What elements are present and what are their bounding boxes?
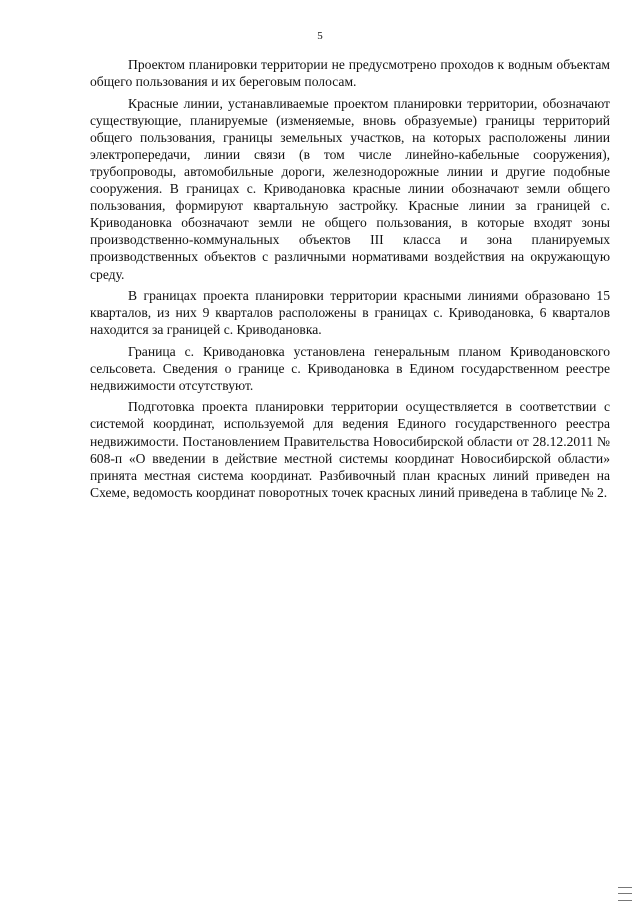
paragraph-red-lines: Красные линии, устанавливаемые проектом планировки территории, обозначают существующие, планируемые (изменяемые, вновь образуемые) границы территорий общего пользования, границы земельных участков, на которых расположены линии электропередачи, линии связи (в том числе линейно-кабельные сооружения), трубопроводы, автомобильные дороги, железнодорожные линии и другие подобные сооружения. В границах с. Криводановка красные линии обозначают земли общего пользования, формируют квартальную застройку. Красные линии за границей с. Криводановка обозначают земли не общего пользования, в которые входят зоны производственно-коммунальных объектов III класса и зона планируемых производственных объектов с различными нормативами воздействия на окружающую среду. bbox=[90, 95, 610, 282]
paragraph-border: Граница с. Криводановка установлена генеральным планом Криводановского сельсовета. Сведения о границе с. Криводановка в Едином государственном реестре недвижимости отсутствуют. bbox=[90, 343, 610, 393]
document-body bbox=[90, 56, 610, 505]
paragraph-water-access: Проектом планировки территории не предусмотрено проходов к водным объектам общего пользования и их береговым полосам. bbox=[90, 57, 610, 90]
page-number: 5 bbox=[317, 30, 323, 42]
paragraph-coordinates: Подготовка проекта планировки территории осуществляется в соответствии с системой координат, используемой для ведения Единого государственного реестра недвижимости. Постановлением Правительства Новосибирской области от 28.12.2011 № 608-п «О введении в действие местной системы координат Новосибирской области» принята местная система координат. Разбивочный план красных линий приведен на Схеме, ведомость координат поворотных точек красных линий приведена в таблице № 2. bbox=[90, 399, 610, 500]
corner-scan-mark bbox=[618, 887, 632, 901]
paragraph-quarters: В границах проекта планировки территории красными линиями образовано 15 кварталов, из них 9 кварталов расположены в границах с. Криводановка, 6 кварталов находится за границей с. Криводановка. bbox=[90, 288, 610, 338]
